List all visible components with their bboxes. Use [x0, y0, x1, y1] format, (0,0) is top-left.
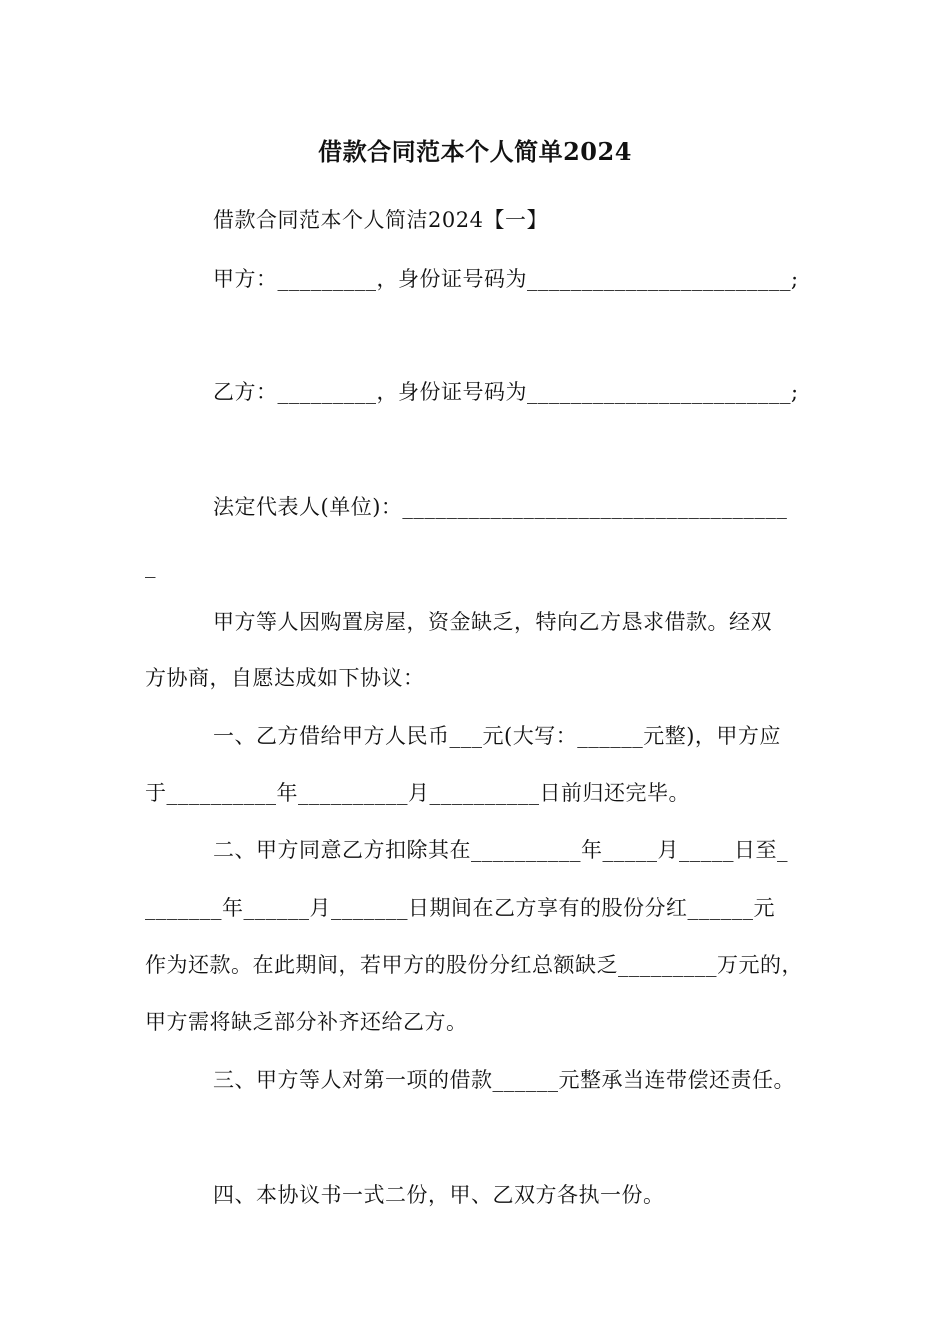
document-title: 借款合同范本个人简单2024	[318, 137, 632, 166]
party-a-line: 甲方：_________，身份证号码为________________________;	[213, 267, 799, 291]
legal-representative-line: 法定代表人(单位)：___________________________________	[213, 495, 788, 519]
clause-2-line: 二、甲方同意乙方扣除其在__________年_____月_____日至_	[213, 838, 788, 862]
party-b-line: 乙方：_________，身份证号码为________________________;	[213, 380, 799, 404]
clause-3-line: 三、甲方等人对第一项的借款______元整承当连带偿还责任。	[213, 1068, 795, 1092]
clause-4-line: 四、本协议书一式二份，甲、乙双方各执一份。	[213, 1183, 665, 1207]
clause-2-line: _______年______月_______日期间在乙方享有的股份分红______元	[145, 896, 775, 920]
clause-2-line: 作为还款。在此期间，若甲方的股份分红总额缺乏_________万元的，	[145, 953, 803, 977]
section-heading: 借款合同范本个人简洁2024【一】	[213, 208, 548, 232]
paragraph-line: 方协商，自愿达成如下协议：	[145, 666, 425, 690]
paragraph-line: 甲方等人因购置房屋，资金缺乏，特向乙方恳求借款。经双	[213, 610, 772, 634]
clause-2-line: 甲方需将缺乏部分补齐还给乙方。	[145, 1010, 468, 1034]
clause-1-line: 一、乙方借给甲方人民币___元(大写：______元整)，甲方应	[213, 724, 781, 748]
clause-1-line: 于__________年__________月__________日前归还完毕。	[145, 781, 690, 805]
blank-continuation: _	[145, 554, 156, 578]
